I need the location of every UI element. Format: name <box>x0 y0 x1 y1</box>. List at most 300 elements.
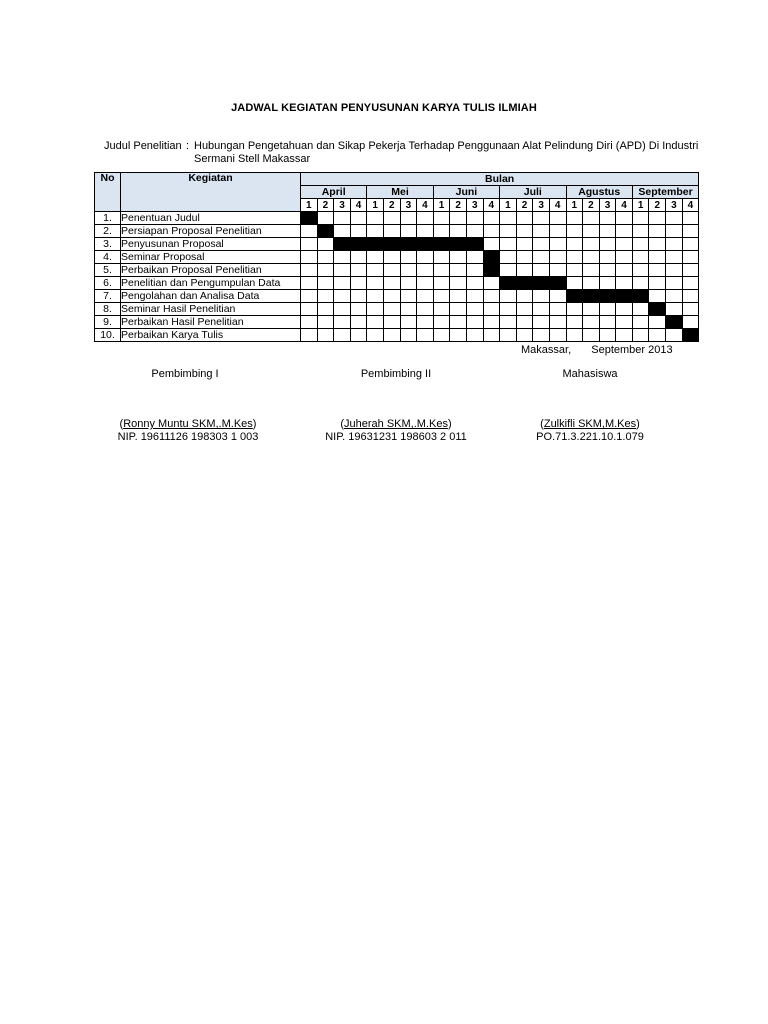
schedule-cell <box>516 212 533 225</box>
schedule-cell <box>301 277 318 290</box>
signature-name-1-text: Ronny Muntu SKM,.M.Kes <box>123 418 253 430</box>
schedule-cell <box>367 277 384 290</box>
schedule-cell <box>450 264 467 277</box>
row-kegiatan: Pengolahan dan Analisa Data <box>121 290 301 303</box>
row-kegiatan: Seminar Hasil Penelitian <box>121 303 301 316</box>
schedule-cell <box>599 225 616 238</box>
schedule-cell <box>483 329 500 342</box>
schedule-cell <box>599 303 616 316</box>
signature-id-1: NIP. 19611126 198303 1 003 <box>117 431 259 443</box>
row-kegiatan: Seminar Proposal <box>121 251 301 264</box>
schedule-cell <box>383 303 400 316</box>
schedule-cell <box>583 316 600 329</box>
schedule-cell <box>350 251 367 264</box>
schedule-cell <box>317 264 334 277</box>
schedule-cell-active <box>632 290 649 303</box>
row-number: 4. <box>95 251 121 264</box>
schedule-cell <box>632 225 649 238</box>
schedule-cell <box>334 316 351 329</box>
schedule-cell <box>383 277 400 290</box>
schedule-cell <box>334 225 351 238</box>
schedule-cell <box>466 251 483 264</box>
judul-label: Judul Penelitian <box>104 140 182 152</box>
signature-name-3-text: Zulkifli SKM,M.Kes <box>543 418 637 430</box>
schedule-cell-active <box>649 303 666 316</box>
week-header: 4 <box>350 199 367 212</box>
schedule-cell <box>549 238 566 251</box>
schedule-cell <box>566 303 583 316</box>
schedule-cell <box>533 238 550 251</box>
schedule-cell <box>516 290 533 303</box>
schedule-cell <box>433 316 450 329</box>
schedule-cell <box>666 225 683 238</box>
schedule-cell <box>301 303 318 316</box>
week-header: 2 <box>317 199 334 212</box>
schedule-cell <box>566 212 583 225</box>
row-kegiatan: Perbaikan Hasil Penelitian <box>121 316 301 329</box>
schedule-cell <box>301 251 318 264</box>
schedule-cell <box>566 277 583 290</box>
row-number: 10. <box>95 329 121 342</box>
schedule-cell <box>383 264 400 277</box>
schedule-cell <box>483 238 500 251</box>
row-kegiatan: Perbaikan Proposal Penelitian <box>121 264 301 277</box>
schedule-cell-active <box>301 212 318 225</box>
schedule-cell <box>466 277 483 290</box>
schedule-cell <box>350 316 367 329</box>
schedule-cell <box>383 225 400 238</box>
row-number: 1. <box>95 212 121 225</box>
schedule-cell <box>317 290 334 303</box>
schedule-cell <box>400 251 417 264</box>
schedule-cell <box>334 329 351 342</box>
schedule-cell <box>301 290 318 303</box>
schedule-cell-active <box>549 277 566 290</box>
week-header: 4 <box>616 199 633 212</box>
schedule-cell <box>500 303 517 316</box>
schedule-cell <box>317 329 334 342</box>
schedule-cell <box>649 238 666 251</box>
schedule-cell <box>350 264 367 277</box>
week-header: 4 <box>483 199 500 212</box>
schedule-cell-active <box>566 290 583 303</box>
schedule-cell <box>583 251 600 264</box>
schedule-cell <box>632 264 649 277</box>
schedule-cell <box>682 225 699 238</box>
schedule-cell <box>433 212 450 225</box>
week-header: 4 <box>549 199 566 212</box>
schedule-cell <box>682 290 699 303</box>
signature-id-2: NIP. 19631231 198603 2 011 <box>325 431 467 443</box>
schedule-cell <box>599 329 616 342</box>
schedule-cell <box>466 303 483 316</box>
schedule-cell <box>583 238 600 251</box>
schedule-cell <box>350 329 367 342</box>
week-header: 3 <box>466 199 483 212</box>
schedule-cell <box>450 225 467 238</box>
header-kegiatan: Kegiatan <box>121 173 301 212</box>
table-row <box>95 212 699 225</box>
signature-name-2: (Juherah SKM,.M.Kes) <box>340 418 452 430</box>
schedule-cell-active <box>500 277 517 290</box>
schedule-cell <box>450 277 467 290</box>
schedule-cell <box>450 303 467 316</box>
schedule-cell <box>682 316 699 329</box>
schedule-cell <box>549 264 566 277</box>
schedule-cell <box>466 316 483 329</box>
schedule-cell <box>417 303 434 316</box>
table-row <box>95 329 699 342</box>
schedule-cell-active <box>433 238 450 251</box>
schedule-cell <box>450 290 467 303</box>
schedule-cell <box>549 329 566 342</box>
schedule-cell <box>417 277 434 290</box>
month-header: Agustus <box>566 186 632 199</box>
schedule-cell <box>500 264 517 277</box>
row-number: 9. <box>95 316 121 329</box>
schedule-cell <box>383 290 400 303</box>
schedule-cell <box>317 212 334 225</box>
schedule-cell <box>649 212 666 225</box>
schedule-cell <box>367 212 384 225</box>
schedule-cell <box>466 264 483 277</box>
schedule-cell <box>533 212 550 225</box>
month-header: Juni <box>433 186 499 199</box>
schedule-cell <box>583 303 600 316</box>
schedule-cell <box>301 238 318 251</box>
place-date <box>521 344 673 356</box>
schedule-cell <box>616 225 633 238</box>
schedule-cell-active <box>334 238 351 251</box>
schedule-cell <box>583 225 600 238</box>
row-kegiatan: Penentuan Judul <box>121 212 301 225</box>
schedule-cell <box>383 316 400 329</box>
schedule-cell <box>566 329 583 342</box>
week-header: 2 <box>450 199 467 212</box>
schedule-cell-active <box>400 238 417 251</box>
schedule-cell <box>466 290 483 303</box>
week-header: 2 <box>583 199 600 212</box>
schedule-cell <box>383 251 400 264</box>
schedule-cell <box>433 225 450 238</box>
row-number: 3. <box>95 238 121 251</box>
schedule-cell <box>516 225 533 238</box>
schedule-cell <box>583 212 600 225</box>
signature-name-3: (Zulkifli SKM,M.Kes) <box>540 418 640 430</box>
schedule-cell-active <box>666 316 683 329</box>
signature-role-2: Pembimbing II <box>360 368 432 380</box>
week-header: 1 <box>500 199 517 212</box>
schedule-cell <box>666 251 683 264</box>
schedule-cell <box>616 212 633 225</box>
month-header: April <box>301 186 367 199</box>
schedule-cell-active <box>616 290 633 303</box>
schedule-cell <box>682 277 699 290</box>
schedule-cell-active <box>583 290 600 303</box>
schedule-cell <box>583 277 600 290</box>
schedule-cell-active <box>417 238 434 251</box>
schedule-cell <box>616 238 633 251</box>
schedule-cell <box>549 251 566 264</box>
week-header: 3 <box>533 199 550 212</box>
week-header: 1 <box>301 199 318 212</box>
schedule-cell <box>417 251 434 264</box>
signature-name-1: (Ronny Muntu SKM,.M.Kes) <box>119 418 257 430</box>
week-header: 2 <box>649 199 666 212</box>
schedule-cell <box>616 264 633 277</box>
schedule-cell <box>599 316 616 329</box>
schedule-cell <box>599 238 616 251</box>
schedule-cell <box>400 225 417 238</box>
schedule-cell <box>483 316 500 329</box>
week-header: 1 <box>566 199 583 212</box>
schedule-cell <box>516 264 533 277</box>
schedule-cell <box>549 212 566 225</box>
schedule-cell <box>616 316 633 329</box>
schedule-cell <box>616 303 633 316</box>
schedule-cell <box>367 290 384 303</box>
row-number: 6. <box>95 277 121 290</box>
schedule-cell-active <box>466 238 483 251</box>
week-header: 1 <box>632 199 649 212</box>
schedule-cell <box>483 303 500 316</box>
table-row <box>95 316 699 329</box>
schedule-cell <box>450 329 467 342</box>
month-header: September <box>632 186 698 199</box>
schedule-cell <box>483 277 500 290</box>
schedule-cell <box>383 329 400 342</box>
schedule-cell <box>666 329 683 342</box>
schedule-cell <box>350 225 367 238</box>
schedule-cell <box>317 303 334 316</box>
week-header: 3 <box>400 199 417 212</box>
place-date-value: September 2013 <box>591 344 673 356</box>
signature-role-1: Pembimbing I <box>151 368 219 380</box>
schedule-cell <box>433 277 450 290</box>
schedule-cell <box>566 225 583 238</box>
month-header: Juli <box>500 186 566 199</box>
schedule-cell <box>334 212 351 225</box>
schedule-cell <box>417 316 434 329</box>
schedule-cell <box>516 303 533 316</box>
schedule-cell-active <box>533 277 550 290</box>
week-header: 2 <box>516 199 533 212</box>
schedule-cell <box>400 290 417 303</box>
row-kegiatan: Penelitian dan Pengumpulan Data <box>121 277 301 290</box>
schedule-cell <box>516 251 533 264</box>
schedule-cell <box>599 264 616 277</box>
schedule-cell <box>500 225 517 238</box>
schedule-cell <box>516 329 533 342</box>
schedule-cell <box>400 303 417 316</box>
schedule-cell <box>417 329 434 342</box>
signature-role-3: Mahasiswa <box>562 368 618 380</box>
schedule-cell <box>649 329 666 342</box>
schedule-cell <box>549 316 566 329</box>
table-row <box>95 277 699 290</box>
schedule-cell-active <box>383 238 400 251</box>
schedule-cell <box>417 264 434 277</box>
row-number: 8. <box>95 303 121 316</box>
schedule-cell <box>566 238 583 251</box>
header-no: No <box>95 173 121 212</box>
schedule-cell <box>466 225 483 238</box>
schedule-cell <box>632 238 649 251</box>
schedule-cell <box>682 264 699 277</box>
schedule-cell <box>350 277 367 290</box>
schedule-cell <box>616 277 633 290</box>
schedule-cell <box>417 290 434 303</box>
schedule-table <box>94 172 699 342</box>
schedule-cell-active <box>483 264 500 277</box>
week-header: 3 <box>599 199 616 212</box>
schedule-cell <box>317 316 334 329</box>
schedule-cell <box>383 212 400 225</box>
schedule-cell <box>483 225 500 238</box>
schedule-cell <box>400 212 417 225</box>
schedule-cell <box>350 212 367 225</box>
schedule-cell <box>666 212 683 225</box>
schedule-cell <box>433 251 450 264</box>
week-header: 2 <box>383 199 400 212</box>
schedule-cell-active <box>599 290 616 303</box>
schedule-cell <box>566 251 583 264</box>
schedule-cell <box>549 290 566 303</box>
schedule-cell <box>417 225 434 238</box>
schedule-cell <box>367 251 384 264</box>
week-header: 4 <box>417 199 434 212</box>
header-bulan: Bulan <box>301 173 699 186</box>
schedule-cell <box>682 238 699 251</box>
schedule-cell <box>533 251 550 264</box>
schedule-cell <box>649 251 666 264</box>
schedule-cell <box>583 264 600 277</box>
schedule-cell <box>583 329 600 342</box>
schedule-cell <box>666 264 683 277</box>
schedule-cell <box>400 277 417 290</box>
schedule-cell <box>533 290 550 303</box>
schedule-cell <box>533 264 550 277</box>
schedule-cell <box>682 212 699 225</box>
schedule-cell-active <box>317 225 334 238</box>
week-header: 1 <box>433 199 450 212</box>
schedule-cell <box>533 316 550 329</box>
schedule-cell <box>549 303 566 316</box>
schedule-cell <box>566 316 583 329</box>
schedule-cell <box>433 290 450 303</box>
schedule-cell-active <box>367 238 384 251</box>
schedule-cell <box>450 251 467 264</box>
schedule-cell <box>632 329 649 342</box>
schedule-cell <box>400 316 417 329</box>
schedule-cell <box>317 251 334 264</box>
table-row <box>95 303 699 316</box>
schedule-cell <box>632 251 649 264</box>
schedule-cell-active <box>450 238 467 251</box>
schedule-cell <box>334 251 351 264</box>
week-header: 3 <box>334 199 351 212</box>
schedule-cell <box>400 329 417 342</box>
table-row <box>95 225 699 238</box>
schedule-cell <box>649 264 666 277</box>
schedule-cell-active <box>350 238 367 251</box>
schedule-cell <box>367 316 384 329</box>
table-row <box>95 251 699 264</box>
row-number: 5. <box>95 264 121 277</box>
schedule-cell <box>367 225 384 238</box>
schedule-cell <box>334 290 351 303</box>
schedule-cell <box>466 329 483 342</box>
schedule-cell <box>334 264 351 277</box>
schedule-cell <box>400 264 417 277</box>
week-header: 1 <box>367 199 384 212</box>
schedule-cell <box>483 290 500 303</box>
month-header: Mei <box>367 186 433 199</box>
schedule-cell-active <box>483 251 500 264</box>
schedule-cell <box>666 290 683 303</box>
schedule-cell <box>682 251 699 264</box>
schedule-cell <box>301 264 318 277</box>
schedule-cell <box>367 303 384 316</box>
schedule-cell <box>632 303 649 316</box>
schedule-cell <box>350 303 367 316</box>
row-kegiatan: Persiapan Proposal Penelitian <box>121 225 301 238</box>
schedule-cell <box>616 329 633 342</box>
schedule-cell <box>533 303 550 316</box>
schedule-cell <box>433 264 450 277</box>
document-title: JADWAL KEGIATAN PENYUSUNAN KARYA TULIS ILMIAH <box>231 102 537 114</box>
schedule-cell <box>649 225 666 238</box>
schedule-cell <box>301 316 318 329</box>
schedule-cell <box>433 303 450 316</box>
schedule-cell <box>500 251 517 264</box>
schedule-cell <box>500 329 517 342</box>
schedule-cell <box>367 329 384 342</box>
row-kegiatan: Penyusunan Proposal <box>121 238 301 251</box>
schedule-cell <box>500 316 517 329</box>
schedule-cell <box>516 238 533 251</box>
schedule-cell <box>317 277 334 290</box>
schedule-cell-active <box>516 277 533 290</box>
table-row <box>95 290 699 303</box>
schedule-cell <box>334 303 351 316</box>
schedule-cell <box>666 238 683 251</box>
table-row <box>95 238 699 251</box>
schedule-cell <box>417 212 434 225</box>
schedule-cell <box>632 212 649 225</box>
schedule-cell <box>632 277 649 290</box>
schedule-cell <box>516 316 533 329</box>
schedule-cell <box>599 277 616 290</box>
schedule-cell <box>566 264 583 277</box>
place-city: Makassar, <box>521 344 572 356</box>
judul-text: Hubungan Pengetahuan dan Sikap Pekerja Terhadap Penggunaan Alat Pelindung Diri (APD) Di Industri Sermani Stell Makassar <box>194 140 699 165</box>
schedule-cell <box>433 329 450 342</box>
week-header: 3 <box>666 199 683 212</box>
schedule-cell <box>350 290 367 303</box>
schedule-cell <box>666 277 683 290</box>
schedule-cell <box>533 225 550 238</box>
schedule-cell <box>301 329 318 342</box>
row-kegiatan: Perbaikan Karya Tulis <box>121 329 301 342</box>
schedule-cell <box>599 212 616 225</box>
schedule-cell <box>682 303 699 316</box>
schedule-cell <box>500 238 517 251</box>
table-row <box>95 264 699 277</box>
schedule-cell <box>649 277 666 290</box>
schedule-cell <box>334 277 351 290</box>
signature-id-3: PO.71.3.221.10.1.079 <box>536 431 644 443</box>
